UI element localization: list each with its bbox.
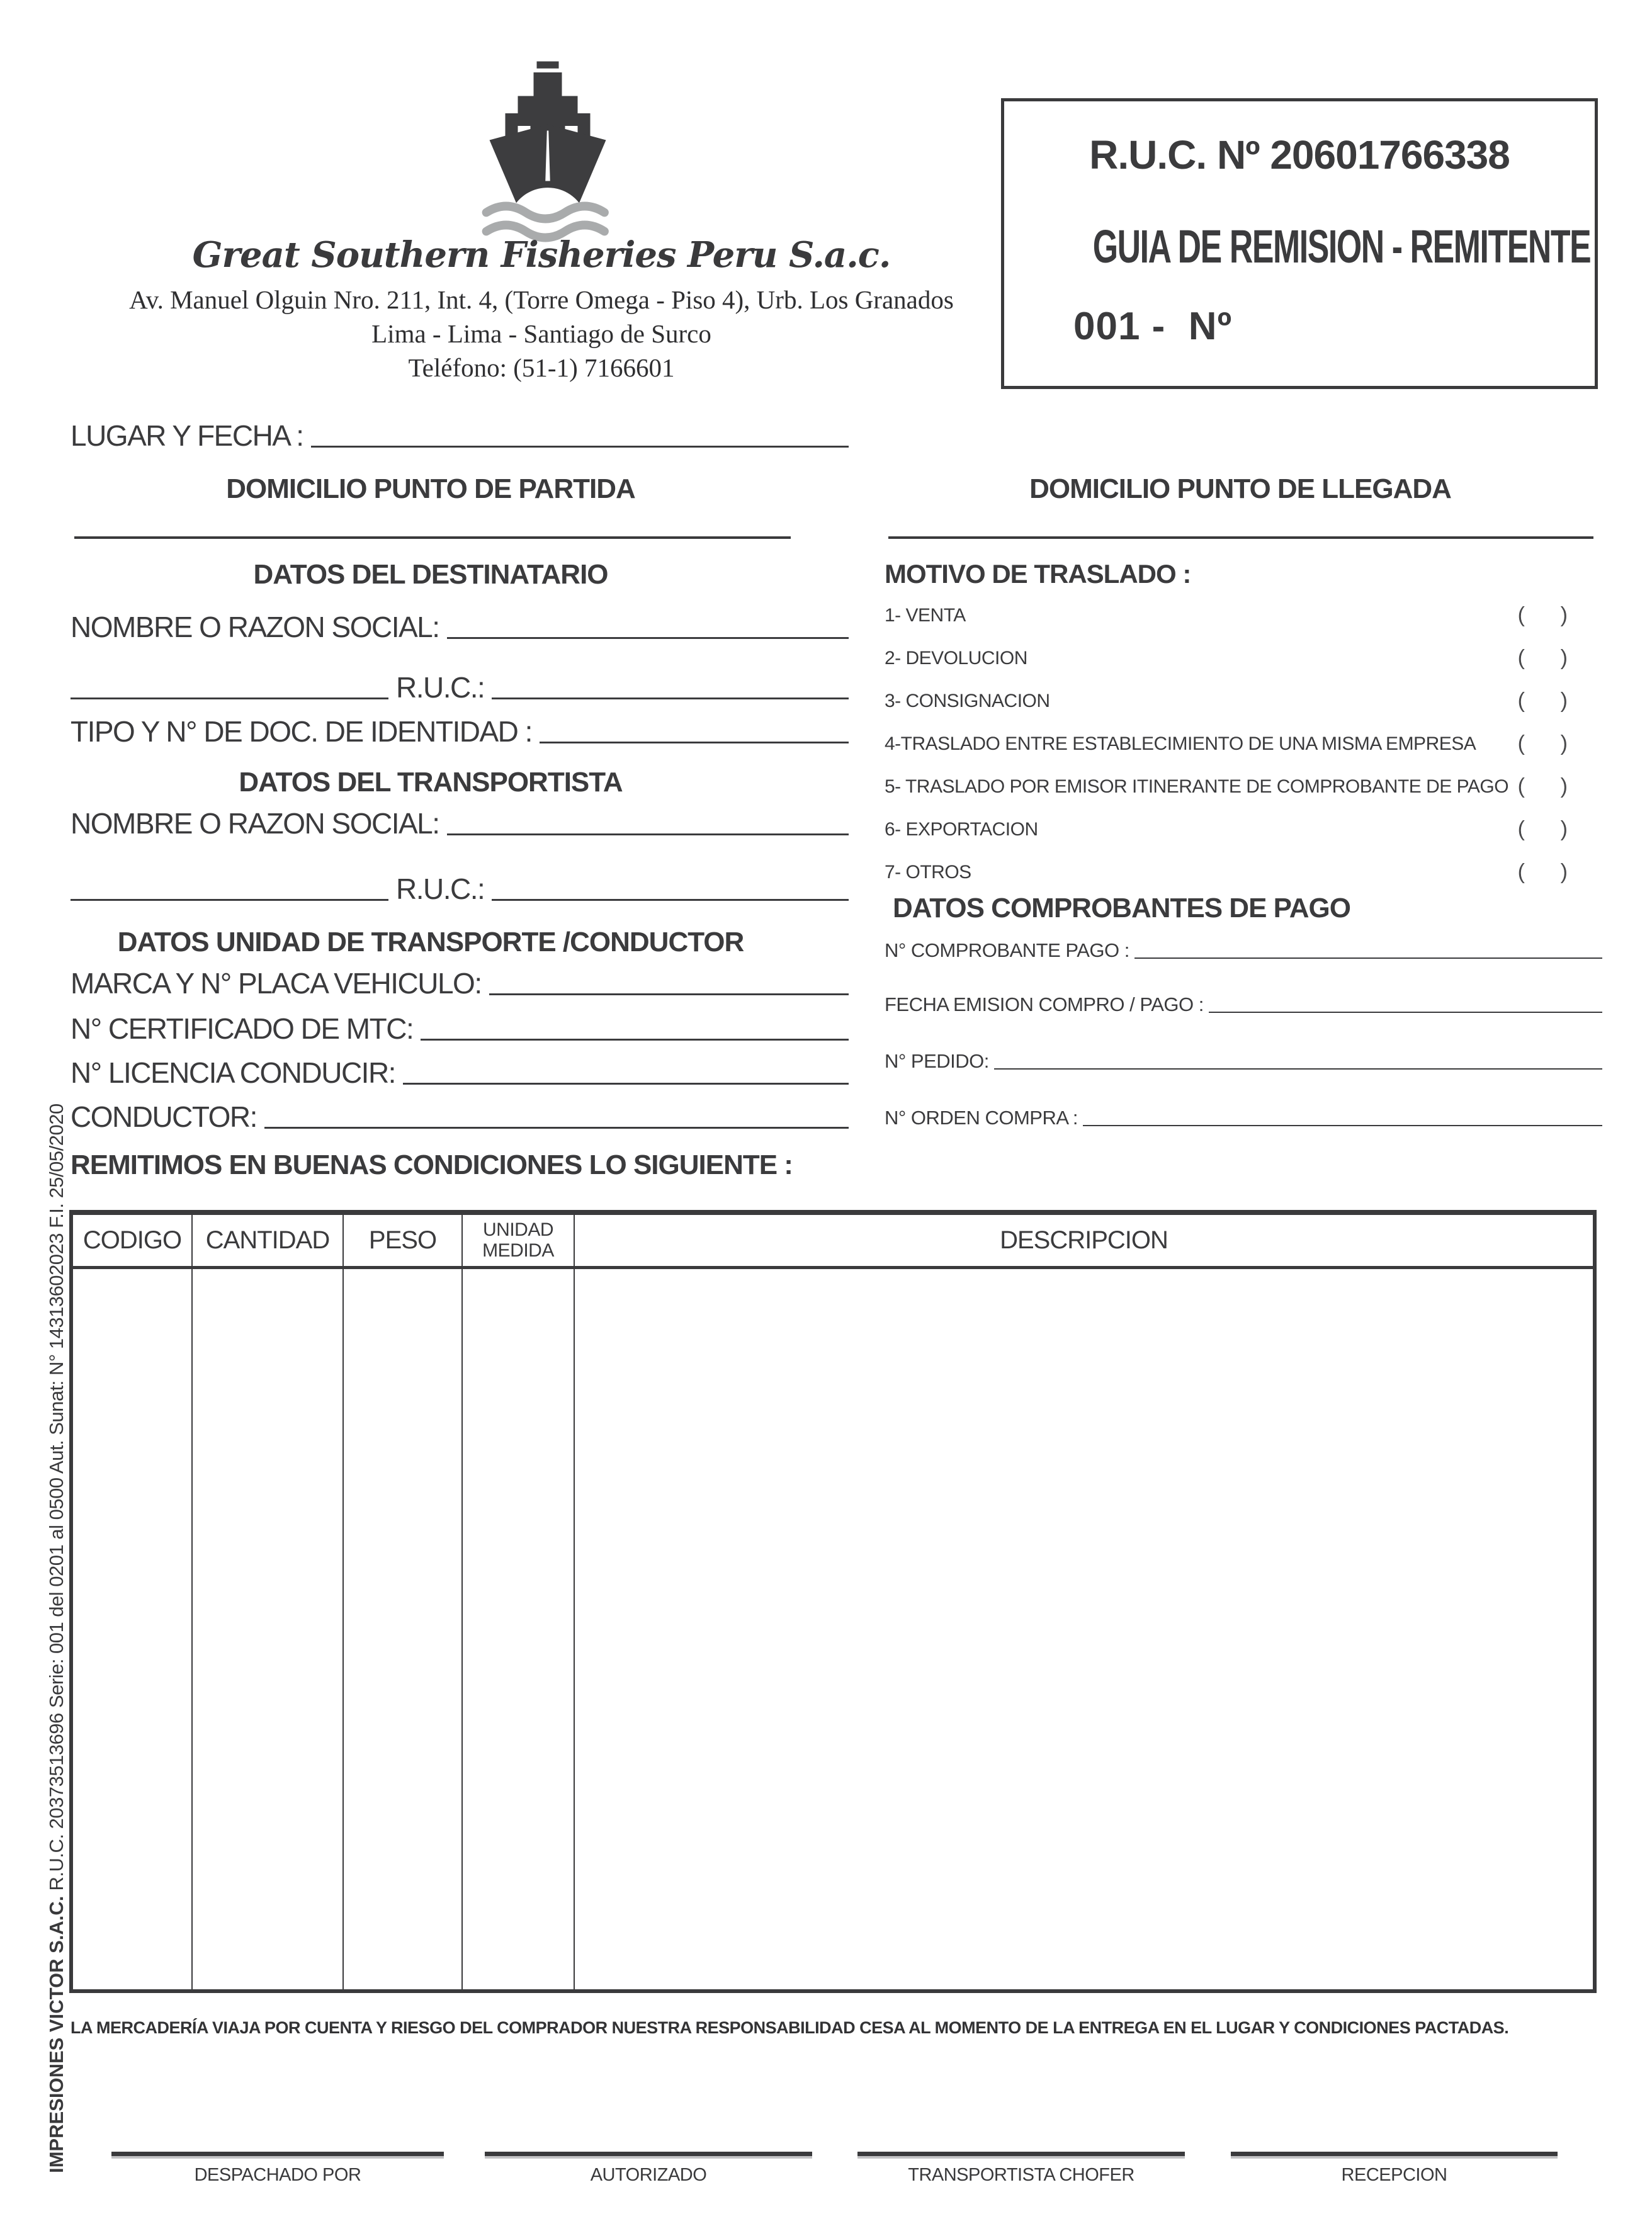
motivo-checkbox: ( )	[1517, 603, 1568, 627]
signature-label: RECEPCION	[1341, 2165, 1447, 2185]
lugar-fecha-field	[71, 421, 849, 451]
lugar-fecha-label: LUGAR Y FECHA :	[71, 419, 303, 452]
transportista-nombre-field	[71, 808, 849, 839]
company-phone: Teléfono: (51-1) 7166601	[408, 353, 675, 382]
column-header-codigo: CODIGO	[73, 1215, 193, 1269]
llegada-section-title: DOMICILIO PUNTO DE LLEGADA	[1029, 473, 1451, 504]
certificado-mtc-blank	[421, 1039, 849, 1041]
conductor-label: CONDUCTOR:	[71, 1100, 257, 1133]
motivo-section-title: MOTIVO DE TRASLADO :	[885, 559, 1191, 589]
column-header-unidad-medida: UNIDAD MEDIDA	[463, 1215, 575, 1269]
tipo-doc-field	[71, 716, 849, 747]
signature-line	[857, 2152, 1185, 2156]
motivo-checkbox: ( )	[1517, 817, 1568, 841]
pedido-blank	[994, 1068, 1602, 1070]
motivo-checkbox: ( )	[1517, 731, 1568, 755]
column-header-peso: PESO	[344, 1215, 463, 1269]
column-header-descripcion: DESCRIPCION	[575, 1215, 1593, 1269]
motivo-checkbox: ( )	[1517, 774, 1568, 798]
items-table	[69, 1210, 1597, 1993]
destinatario-ruc-field	[71, 672, 849, 703]
signature-label: TRANSPORTISTA CHOFER	[908, 2165, 1134, 2185]
company-address-line2: Lima - Lima - Santiago de Surco	[371, 319, 711, 348]
ruc-number: R.U.C. Nº 20601766338	[1089, 132, 1510, 178]
ruc-blank-right	[492, 698, 849, 699]
marca-placa-field	[71, 968, 849, 998]
ruc-label: R.U.C.:	[396, 671, 485, 704]
ship-logo-icon	[469, 57, 626, 246]
table-cell-codigo	[73, 1269, 193, 1989]
motivo-item-exportacion	[885, 817, 1568, 842]
conductor-blank	[264, 1127, 849, 1129]
company-name: Great Southern Fisheries Peru S.a.c.	[192, 234, 891, 276]
motivo-item-venta	[885, 603, 1568, 628]
remitimos-title: REMITIMOS EN BUENAS CONDICIONES LO SIGUIENTE :	[71, 1149, 793, 1180]
licencia-blank	[403, 1083, 849, 1085]
fecha-emision-label: FECHA EMISION COMPRO / PAGO :	[885, 993, 1204, 1015]
tipo-doc-blank	[540, 742, 849, 743]
destinatario-section-title: DATOS DEL DESTINATARIO	[253, 559, 608, 590]
nombre-razon-label: NOMBRE O RAZON SOCIAL:	[71, 611, 439, 643]
marca-placa-label: MARCA Y N° PLACA VEHICULO:	[71, 967, 482, 1000]
motivo-item-label: 4-TRASLADO ENTRE ESTABLECIMIENTO DE UNA MISMA EMPRESA	[885, 733, 1476, 754]
motivo-item-label: 5- TRASLADO POR EMISOR ITINERANTE DE COMPROBANTE DE PAGO	[885, 776, 1509, 797]
motivo-item-otros	[885, 860, 1568, 884]
conductor-field	[71, 1102, 849, 1132]
table-cell-unidad-medida	[463, 1269, 575, 1989]
orden-compra-label: N° ORDEN COMPRA :	[885, 1107, 1078, 1129]
unidad-section-title: DATOS UNIDAD DE TRANSPORTE /CONDUCTOR	[117, 927, 744, 957]
motivo-item-label: 7- OTROS	[885, 861, 971, 883]
document-id-box	[1001, 98, 1598, 389]
partida-blank-line	[74, 536, 791, 539]
pedido-field	[885, 1051, 1602, 1072]
signature-transportista	[857, 2152, 1185, 2186]
llegada-blank-line	[888, 536, 1593, 539]
signature-line	[111, 2152, 444, 2156]
motivo-checkbox: ( )	[1517, 689, 1568, 713]
partida-section-title: DOMICILIO PUNTO DE PARTIDA	[226, 473, 635, 504]
printer-details: R.U.C. 20373513696 Serie: 001 del 0201 al 0500 Aut. Sunat: N° 14313602023 F.I. 25/05/2020	[45, 1104, 67, 1896]
table-cell-peso	[344, 1269, 463, 1989]
destinatario-nombre-field	[71, 612, 849, 642]
column-header-cantidad: CANTIDAD	[193, 1215, 344, 1269]
motivo-checkbox: ( )	[1517, 860, 1568, 884]
signature-label: DESPACHADO POR	[194, 2165, 361, 2185]
nombre-razon-blank	[447, 637, 849, 639]
fecha-emision-field	[885, 995, 1602, 1015]
ruc-blank-left	[71, 899, 388, 901]
nombre-razon-label: NOMBRE O RAZON SOCIAL:	[71, 807, 439, 840]
orden-compra-blank	[1083, 1125, 1602, 1126]
licencia-field	[71, 1058, 849, 1088]
printer-info-vertical	[45, 1104, 68, 2173]
motivo-item-emisor-itinerante	[885, 774, 1568, 799]
orden-compra-field	[885, 1108, 1602, 1129]
motivo-item-consignacion	[885, 689, 1568, 713]
pedido-label: N° PEDIDO:	[885, 1050, 989, 1072]
comprobante-pago-field	[885, 940, 1602, 961]
signature-recepcion	[1231, 2152, 1558, 2186]
signature-line	[485, 2152, 812, 2156]
comprobante-pago-label: N° COMPROBANTE PAGO :	[885, 939, 1129, 961]
fecha-emision-blank	[1209, 1012, 1602, 1013]
tipo-doc-label: TIPO Y N° DE DOC. DE IDENTIDAD :	[71, 715, 532, 748]
document-title: GUIA DE REMISION - REMITENTE	[1092, 220, 1591, 273]
motivo-item-label: 1- VENTA	[885, 604, 966, 626]
table-cell-descripcion	[575, 1269, 1593, 1989]
motivo-checkbox: ( )	[1517, 646, 1568, 670]
motivo-item-devolucion	[885, 646, 1568, 670]
comprobante-pago-blank	[1134, 957, 1602, 959]
motivo-item-label: 2- DEVOLUCION	[885, 647, 1027, 669]
ruc-blank-right	[492, 899, 849, 901]
certificado-mtc-label: N° CERTIFICADO DE MTC:	[71, 1012, 414, 1045]
ruc-label: R.U.C.:	[396, 873, 485, 905]
certificado-mtc-field	[71, 1014, 849, 1044]
transportista-section-title: DATOS DEL TRANSPORTISTA	[239, 767, 623, 798]
motivo-item-label: 3- CONSIGNACION	[885, 690, 1050, 711]
signature-line	[1231, 2152, 1558, 2156]
lugar-fecha-blank	[311, 446, 849, 448]
table-cell-cantidad	[193, 1269, 344, 1989]
printer-name: IMPRESIONES VICTOR S.A.C.	[45, 1895, 67, 2173]
comprobantes-section-title: DATOS COMPROBANTES DE PAGO	[893, 893, 1350, 923]
licencia-label: N° LICENCIA CONDUCIR:	[71, 1056, 395, 1089]
motivo-item-traslado-empresa	[885, 731, 1568, 756]
marca-placa-blank	[489, 993, 849, 995]
transportista-ruc-field	[71, 874, 849, 904]
signature-label: AUTORIZADO	[590, 2165, 707, 2185]
document-series: 001 - Nº	[1073, 305, 1233, 348]
nombre-razon-blank	[447, 833, 849, 835]
signature-despachado	[111, 2152, 444, 2186]
ruc-blank-left	[71, 698, 388, 699]
motivo-item-label: 6- EXPORTACION	[885, 818, 1038, 840]
liability-note: LA MERCADERÍA VIAJA POR CUENTA Y RIESGO DEL COMPRADOR NUESTRA RESPONSABILIDAD CESA AL MOMENTO DE LA ENTREGA EN EL LUGAR Y CONDICIONES PACTADAS.	[71, 2018, 1509, 2037]
signature-autorizado	[485, 2152, 812, 2186]
company-address-line1: Av. Manuel Olguin Nro. 211, Int. 4, (Torre Omega - Piso 4), Urb. Los Granados	[129, 285, 954, 314]
